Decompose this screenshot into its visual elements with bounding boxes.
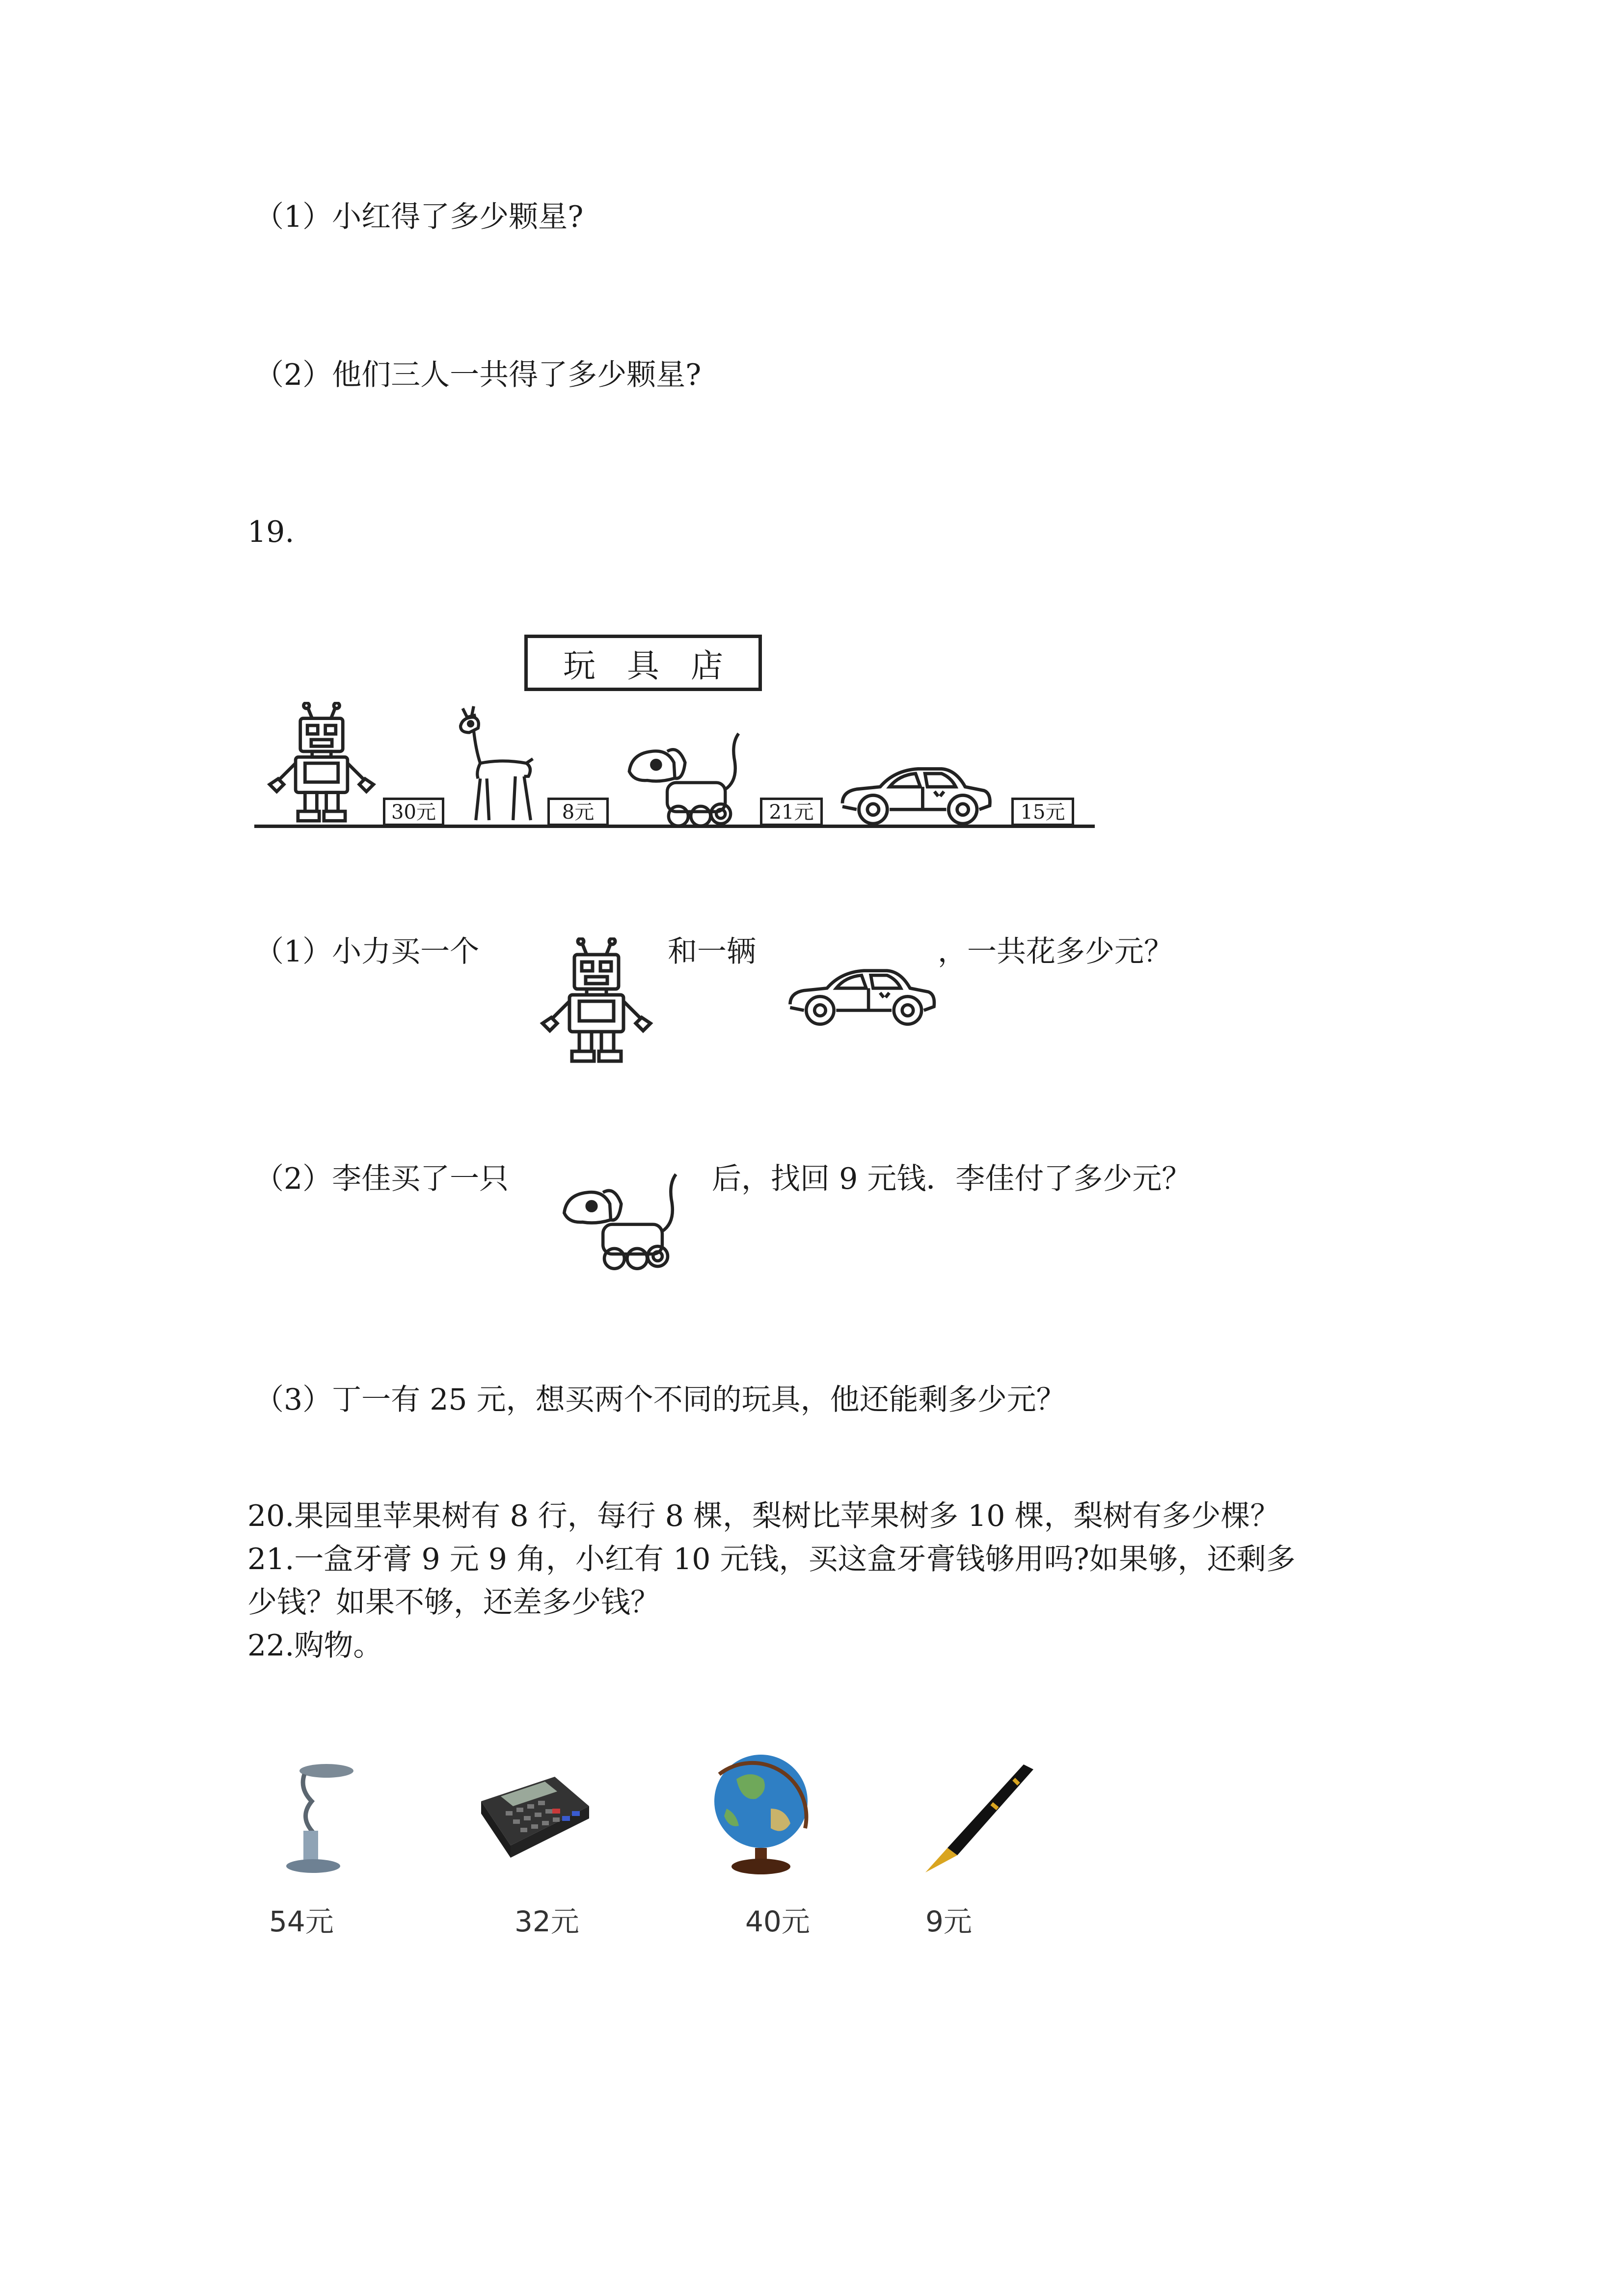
deer-icon (449, 702, 538, 825)
q19-sub1-start: （1）小力买一个 (254, 934, 480, 969)
robot-dog-icon (560, 1171, 687, 1274)
robot-dog-icon (623, 731, 751, 829)
q18-sub2: （2）他们三人一共得了多少颗星? (254, 358, 702, 392)
q19-sub2-end: 后，找回 9 元钱．李佳付了多少元？ (712, 1162, 1191, 1196)
q21-line1: 21.一盒牙膏 9 元 9 角，小红有 10 元钱，买这盒牙膏钱够用吗?如果够，还剩多 (247, 1542, 1296, 1576)
robot-icon (258, 702, 385, 825)
desk-lamp-icon (275, 1762, 353, 1875)
q19-sub1-mid: 和一辆 (668, 934, 756, 969)
q19-number: 19. (247, 515, 295, 549)
toy-store-char-1: 玩 (563, 647, 595, 685)
globe-icon (707, 1750, 815, 1877)
q19-sub1-end: ，一共花多少元？ (938, 934, 1173, 969)
price-tag-deer: 8元 (547, 798, 609, 826)
q22-title: 22.购物。 (247, 1629, 383, 1663)
price-pen: 9元 (925, 1905, 972, 1938)
price-lamp: 54元 (269, 1905, 334, 1938)
robot-icon (533, 937, 660, 1065)
price-tag-dog: 21元 (760, 798, 823, 826)
q19-sub2-start: （2）李佳买了一只 (254, 1162, 509, 1196)
toy-car-icon (785, 964, 938, 1026)
toy-store-char-3: 店 (691, 647, 723, 685)
price-tag-robot: 30元 (383, 798, 444, 826)
toy-store-sign (524, 635, 762, 691)
q19-sub3: （3）丁一有 25 元，想买两个不同的玩具，他还能剩多少元？ (254, 1383, 1066, 1417)
toy-store-char-2: 具 (627, 647, 659, 685)
q20-text: 20.果园里苹果树有 8 行，每行 8 棵，梨树比苹果树多 10 棵，梨树有多少棵？ (247, 1499, 1280, 1533)
toy-car-icon (837, 763, 994, 825)
calculator-icon (471, 1772, 594, 1865)
price-globe: 40元 (745, 1905, 810, 1938)
q18-sub1: （1）小红得了多少颗星? (254, 200, 584, 234)
q21-line2: 少钱？如果不够，还差多少钱？ (247, 1585, 660, 1620)
price-calculator: 32元 (514, 1905, 579, 1938)
pen-icon (918, 1762, 1041, 1875)
price-tag-car: 15元 (1011, 798, 1074, 826)
